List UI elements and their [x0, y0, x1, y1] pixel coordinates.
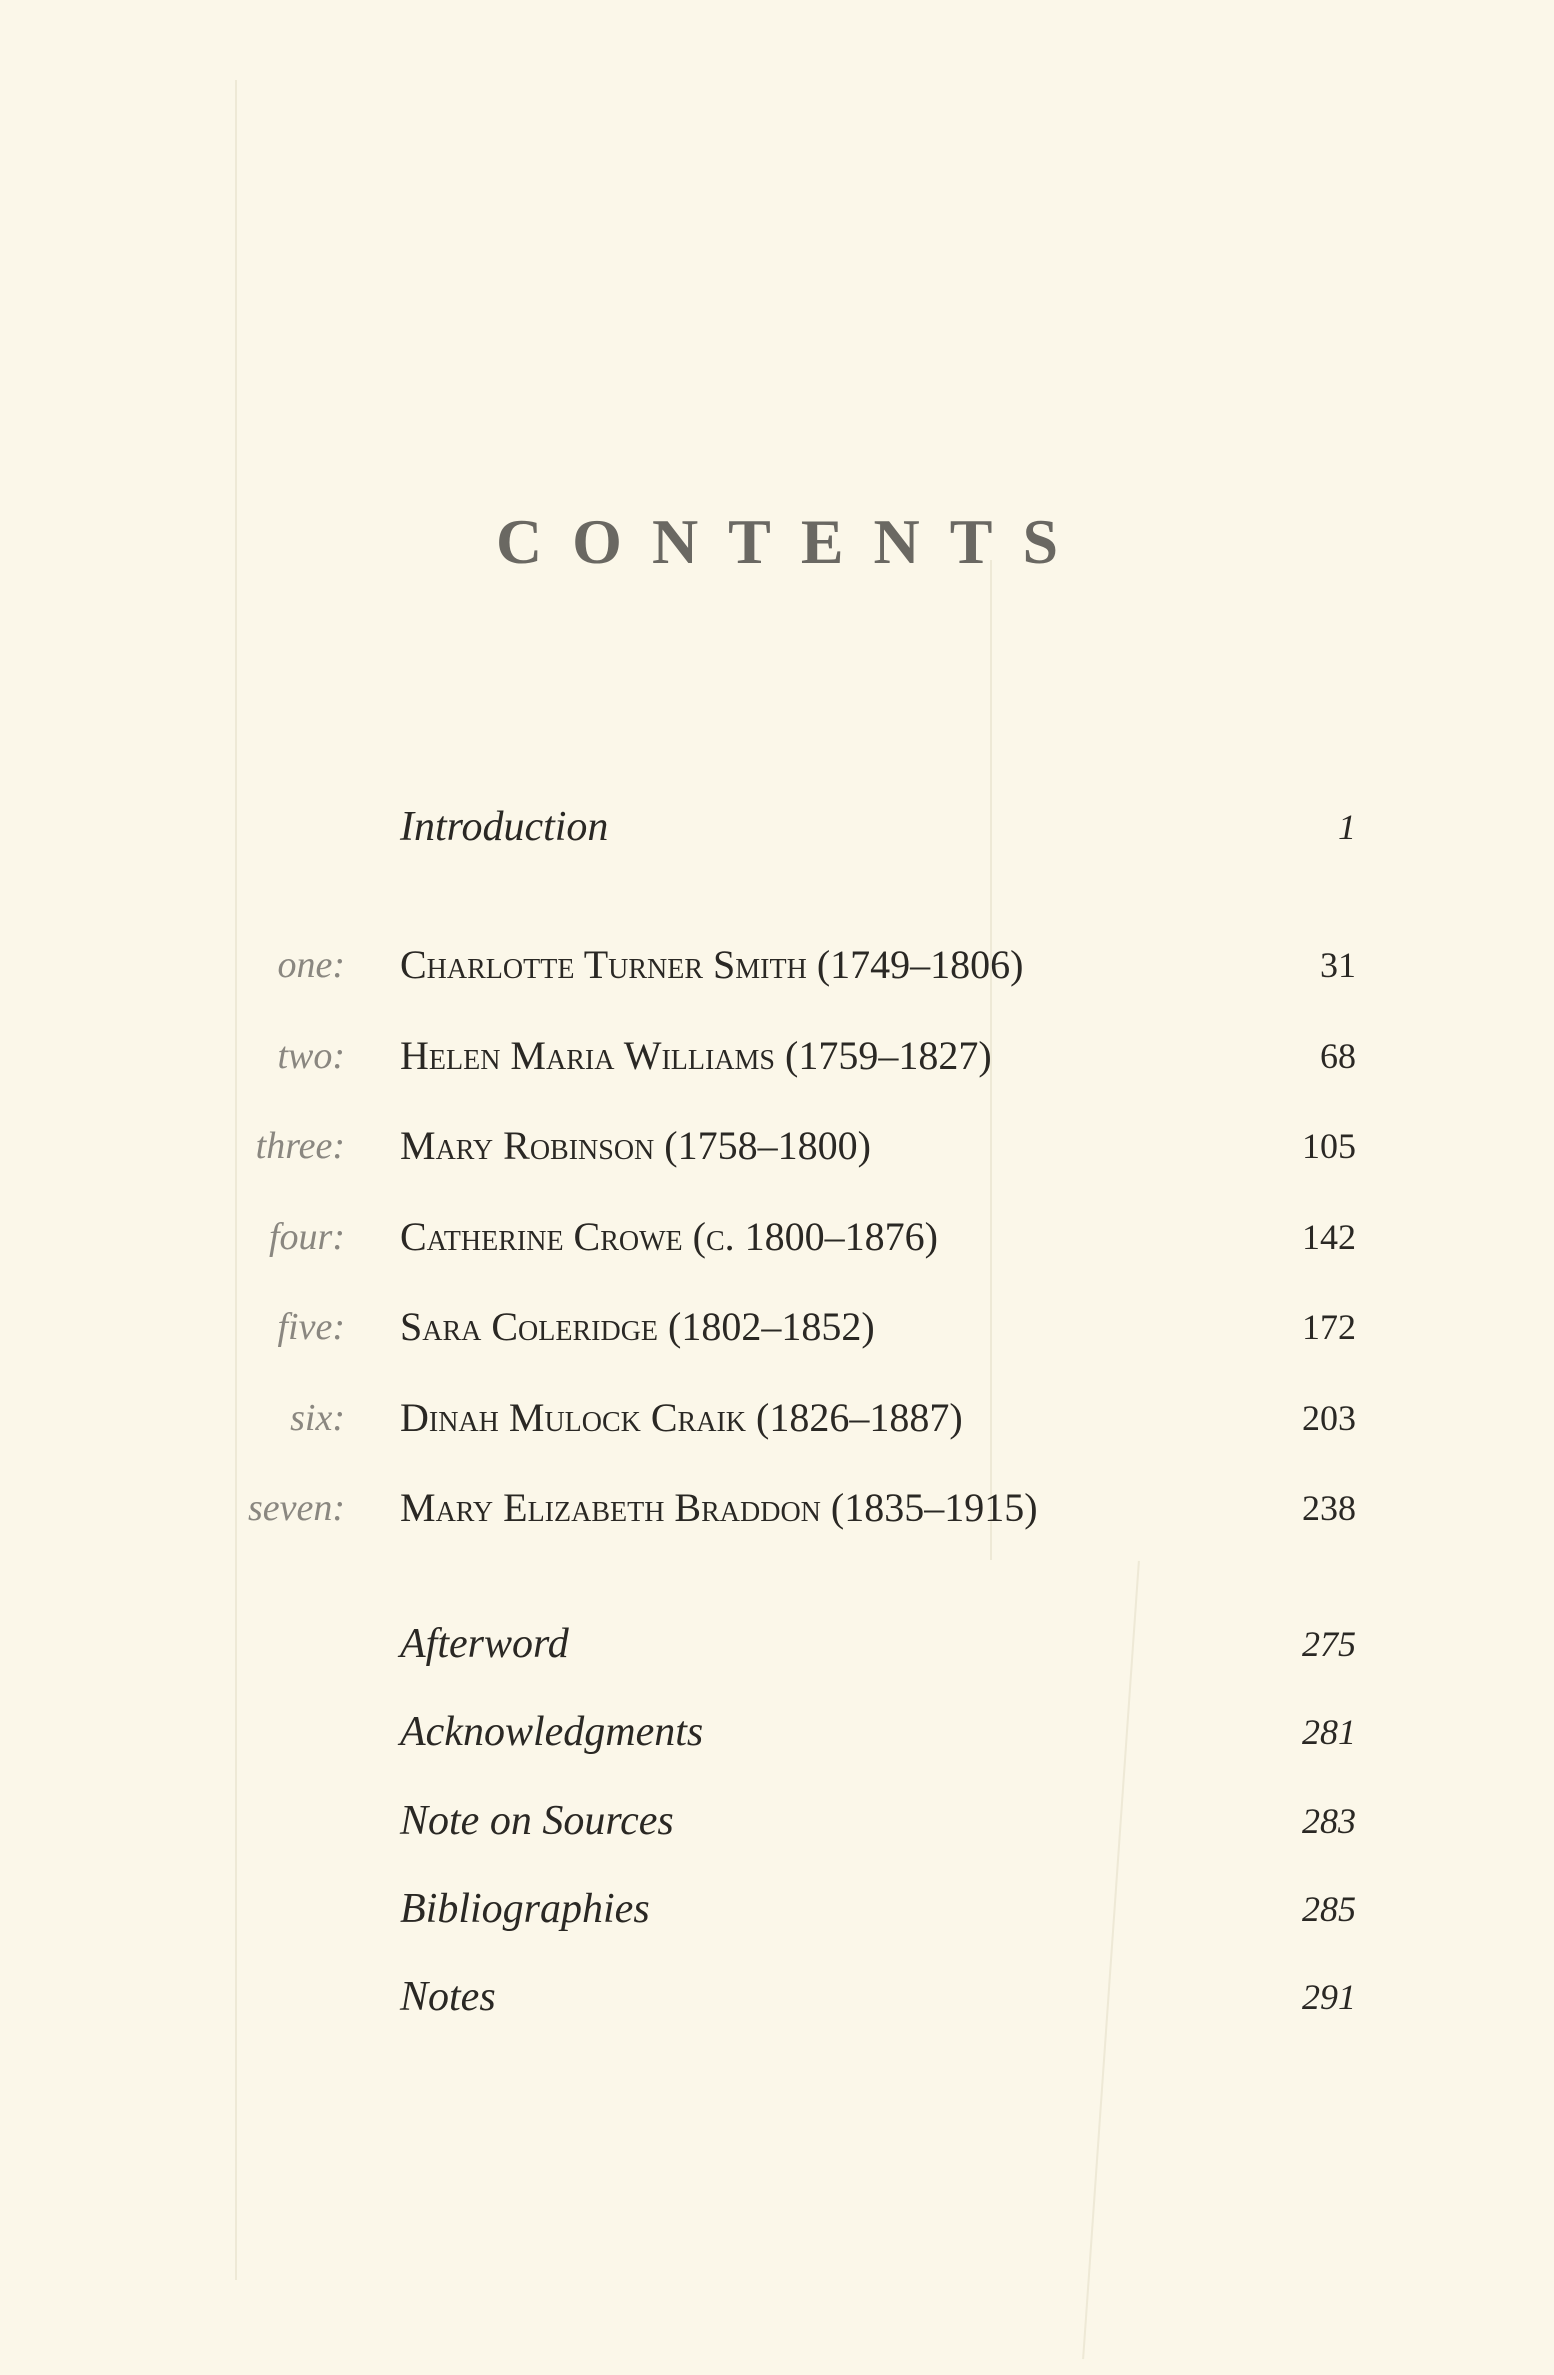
entry-page: 275 — [1302, 1624, 1356, 1664]
toc-entry-chapter[interactable] — [0, 1026, 1554, 1086]
chapter-label: two: — [277, 1034, 345, 1077]
toc-entry-back-matter[interactable] — [0, 1702, 1554, 1762]
entry-title: Charlotte Turner Smith (1749–1806) — [400, 942, 1024, 987]
entry-page: 1 — [1338, 807, 1356, 847]
entry-page: 291 — [1302, 1977, 1356, 2018]
toc-entry-chapter[interactable] — [0, 1297, 1554, 1357]
entry-title: Mary Robinson (1758–1800) — [400, 1123, 871, 1168]
toc-entry-chapter[interactable] — [0, 1207, 1554, 1267]
entry-page: 105 — [1302, 1126, 1356, 1166]
entry-page: 281 — [1302, 1712, 1356, 1753]
chapter-label: three: — [255, 1125, 345, 1167]
entry-title: Mary Elizabeth Braddon (1835–1915) — [400, 1485, 1038, 1530]
toc-entry-back-matter[interactable] — [0, 1614, 1554, 1674]
chapter-label: one: — [277, 944, 345, 986]
entry-page: 172 — [1302, 1307, 1356, 1347]
paper-crease — [235, 80, 237, 2280]
entry-title: Introduction — [400, 804, 609, 850]
chapter-label: seven: — [247, 1487, 345, 1529]
toc-entry-chapter[interactable] — [0, 1388, 1554, 1448]
paper-crease — [1082, 1561, 1140, 2359]
toc-entry-back-matter[interactable] — [0, 1879, 1554, 1939]
entry-page: 238 — [1302, 1488, 1356, 1528]
entry-title: Acknowledgments — [400, 1709, 704, 1756]
entry-title: Bibliographies — [400, 1885, 650, 1932]
entry-title: Sara Coleridge (1802–1852) — [400, 1304, 875, 1349]
entry-page: 283 — [1302, 1800, 1356, 1841]
entry-page: 285 — [1302, 1888, 1356, 1929]
entry-title: Notes — [400, 1974, 496, 2021]
toc-entry-back-matter[interactable] — [0, 1791, 1554, 1851]
entry-page: 68 — [1320, 1035, 1356, 1076]
page-title: CONTENTS — [495, 506, 1089, 577]
toc-entry-introduction[interactable] — [0, 797, 1554, 857]
entry-title: Dinah Mulock Craik (1826–1887) — [400, 1394, 963, 1440]
entry-page: 31 — [1320, 945, 1356, 985]
entry-title: Afterword — [400, 1621, 569, 1667]
toc-entry-chapter[interactable] — [0, 1478, 1554, 1538]
entry-page: 142 — [1302, 1216, 1356, 1257]
entry-title: Helen Maria Williams (1759–1827) — [400, 1032, 992, 1078]
chapter-label: four: — [269, 1215, 345, 1258]
entry-title: Note on Sources — [400, 1797, 674, 1844]
chapter-label: six: — [290, 1396, 345, 1439]
toc-entry-chapter[interactable] — [0, 935, 1554, 995]
chapter-label: five: — [277, 1306, 345, 1348]
entry-title: Catherine Crowe (c. 1800–1876) — [400, 1213, 938, 1259]
toc-entry-chapter[interactable] — [0, 1116, 1554, 1176]
toc-entry-back-matter[interactable] — [0, 1967, 1554, 2027]
entry-page: 203 — [1302, 1397, 1356, 1438]
